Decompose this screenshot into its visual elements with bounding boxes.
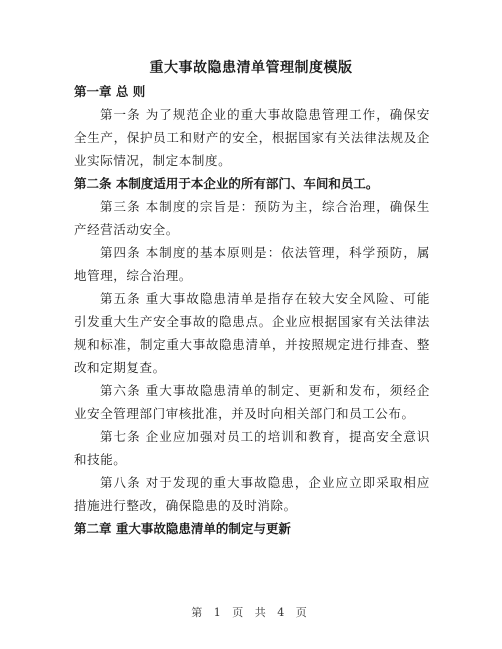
chapter-heading: 第二章 重大事故隐患清单的制定与更新 xyxy=(74,521,291,536)
document-title: 重大事故隐患清单管理制度模版 xyxy=(149,60,353,76)
document-body xyxy=(74,80,430,540)
page-footer: 第 1 页 共 4 页 xyxy=(191,606,311,619)
article-paragraph: 第一条 为了规范企业的重大事故隐患管理工作，确保安全生产，保护员工和财产的安全，根据国家有关法律法规及企业实际情况，制定本制度。 xyxy=(74,107,430,168)
article-paragraph: 第五条 重大事故隐患清单是指存在较大安全风险、可能引发重大生产安全事故的隐患点。企业应根据国家有关法律法规和标准，制定重大事故隐患清单，并按照规定进行排查、整改和定期复查。 xyxy=(74,291,430,375)
article-paragraph: 第六条 重大事故隐患清单的制定、更新和发布，须经企业安全管理部门审核批准，并及时向相关部门和员工公布。 xyxy=(74,383,430,421)
article-paragraph: 第八条 对于发现的重大事故隐患，企业应立即采取相应措施进行整改，确保隐患的及时消除。 xyxy=(74,475,430,513)
article-paragraph: 第三条 本制度的宗旨是：预防为主，综合治理，确保生产经营活动安全。 xyxy=(74,199,430,237)
article-paragraph: 第四条 本制度的基本原则是：依法管理，科学预防，属地管理，综合治理。 xyxy=(74,245,430,283)
article-heading: 第二条 本制度适用于本企业的所有部门、车间和员工。 xyxy=(74,176,379,191)
chapter-heading: 第一章 总 则 xyxy=(74,84,146,99)
article-paragraph: 第七条 企业应加强对员工的培训和教育，提高安全意识和技能。 xyxy=(74,429,430,467)
